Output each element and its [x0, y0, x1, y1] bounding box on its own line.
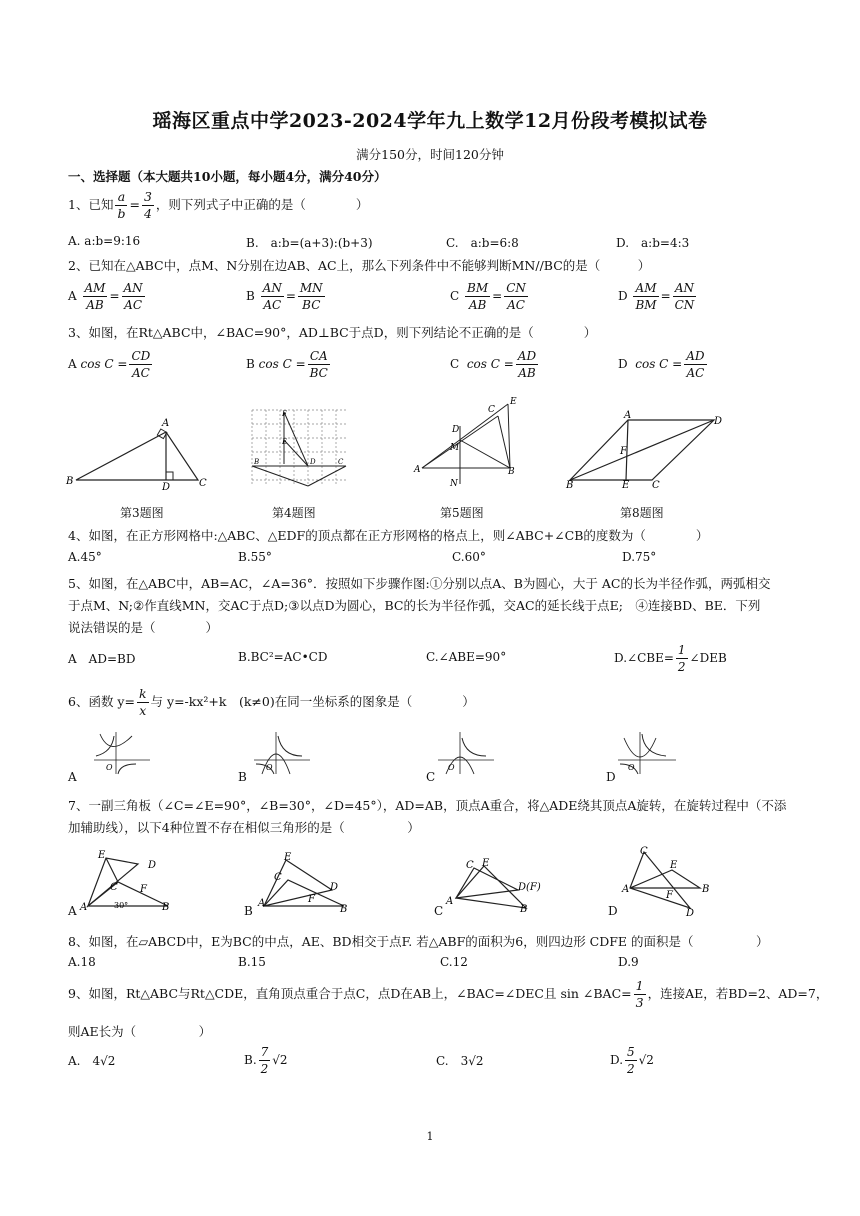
svg-text:D: D [714, 416, 723, 427]
svg-text:C: C [274, 872, 282, 883]
q6-option-c[interactable]: C [426, 770, 436, 784]
svg-text:E: E [482, 858, 490, 869]
q4-option-c[interactable]: C.60° [452, 550, 486, 564]
q3-option-b[interactable]: B cos C = $\frac{CA}{BC}$ [246, 349, 328, 380]
svg-text:A: A [446, 896, 454, 907]
q4-option-b[interactable]: B.55° [238, 550, 272, 564]
svg-text:C: C [640, 846, 648, 857]
svg-text:E: E [510, 397, 517, 407]
svg-text:O: O [448, 763, 455, 772]
q6-option-b[interactable]: B [238, 770, 247, 784]
q9-option-a[interactable]: A. 4√2 [68, 1054, 116, 1068]
svg-text:A: A [258, 898, 266, 909]
svg-text:D: D [330, 882, 339, 893]
q6-option-d[interactable]: D [606, 770, 616, 784]
question-6: 6、函数 y= $\frac{k}{x}$ 与 y=-kx²+k (k≠0)在同一坐标系的图象是（ ） [68, 686, 475, 718]
svg-text:E: E [284, 852, 292, 863]
q9-option-d[interactable]: D. $\frac{5}{2}$ √2 [610, 1045, 654, 1076]
q6-option-a[interactable]: A [68, 770, 77, 784]
svg-text:D: D [148, 860, 157, 871]
svg-text:B: B [66, 476, 74, 487]
q4-option-d[interactable]: D.75° [622, 550, 657, 564]
q2-option-a[interactable]: A $\frac{AM}{AB}$ = $\frac{AN}{AC}$ [68, 281, 143, 312]
svg-text:F: F [140, 884, 147, 895]
svg-text:B: B [520, 904, 528, 912]
question-1: 1、已知 $\frac{a}{b}$ = $\frac{3}{4}$ ，则下列式子中正确的是（ ） [68, 189, 369, 221]
svg-text:30°: 30° [114, 901, 129, 910]
caption-q8: 第8题图 [620, 506, 664, 520]
figure-q3 [64, 412, 214, 492]
svg-text:D: D [310, 458, 316, 466]
svg-text:B: B [566, 480, 574, 490]
q1-option-d[interactable]: D. a:b=4:3 [616, 236, 690, 250]
q7-option-c[interactable]: C [434, 904, 444, 918]
q7-option-b[interactable]: B [244, 904, 253, 918]
q1-fraction-right: $\frac{3}{4}$ [143, 189, 152, 221]
q7-figure-a [78, 850, 178, 912]
svg-text:O: O [106, 763, 113, 772]
question-5-line-2: 于点M、N;②作直线MN，交AC于点D;③以点D为圆心，BC的长为半径作弧，交AC的延长线于点E; ④连接BD、BE．下列 [68, 598, 761, 613]
q5-option-b[interactable]: B.BC²=AC•CD [238, 650, 328, 664]
question-9-line-1: 9、如图，Rt△ABC与Rt△CDE，直角顶点重合于点C，点D在AB上，∠BAC=∠DEC且 sin ∠BAC= $\frac{1}{3}$ ，连接AE，若BD=2、AD=7， [68, 978, 829, 1010]
q8-option-d[interactable]: D.9 [618, 955, 639, 969]
caption-q4: 第4题图 [272, 506, 316, 520]
svg-text:C: C [110, 882, 118, 893]
q6-graph-c [436, 730, 496, 776]
q3-option-d[interactable]: D cos C = $\frac{AD}{AC}$ [618, 349, 705, 380]
q2-option-d[interactable]: D $\frac{AM}{BM}$ = $\frac{AN}{CN}$ [618, 281, 695, 312]
question-3: 3、如图，在Rt△ABC中，∠BAC=90°，AD⊥BC于点D，则下列结论不正确的是（ ） [68, 325, 597, 340]
svg-text:A: A [622, 884, 630, 895]
svg-text:C: C [652, 480, 660, 490]
q9-option-c[interactable]: C. 3√2 [436, 1054, 484, 1068]
q7-option-a[interactable]: A [68, 904, 77, 918]
figure-q4 [246, 406, 352, 490]
question-2: 2、已知在△ABC中，点M、N分别在边AB、AC上，那么下列条件中不能够判断MN//BC的是（ ） [68, 258, 651, 273]
svg-text:A: A [80, 902, 88, 912]
svg-text:C: C [199, 478, 207, 489]
q8-option-a[interactable]: A.18 [68, 955, 96, 969]
svg-text:C: C [338, 458, 344, 466]
q3-option-a[interactable]: A cos C = $\frac{CD}{AC}$ [68, 349, 151, 380]
svg-text:C: C [488, 405, 495, 415]
svg-text:E: E [622, 480, 630, 490]
exam-subtitle: 满分150分，时间120分钟 [356, 147, 504, 162]
q1-fraction-left: $\frac{a}{b}$ [117, 189, 126, 221]
q9-option-b[interactable]: B. $\frac{7}{2}$ √2 [244, 1045, 288, 1076]
svg-text:B: B [508, 467, 515, 477]
svg-text:D: D [162, 482, 171, 492]
question-5-line-1: 5、如图，在△ABC中，AB=AC，∠A=36°．按照如下步骤作图:①分别以点A、B为圆心，大于 AC的长为半径作弧，两弧相交 [68, 576, 771, 591]
q2-option-c[interactable]: C $\frac{BM}{AB}$ = $\frac{CN}{AC}$ [450, 281, 526, 312]
svg-text:O: O [628, 763, 635, 772]
question-7-line-2: 加辅助线），以下4种位置不存在相似三角形的是（ ） [68, 820, 420, 835]
svg-text:E: E [282, 438, 288, 446]
q5-option-a[interactable]: A AD=BD [68, 652, 136, 666]
svg-text:M: M [450, 443, 460, 453]
svg-text:A: A [414, 465, 421, 475]
page-number: 1 [426, 1130, 434, 1143]
svg-text:F: F [282, 410, 287, 418]
caption-q3: 第3题图 [120, 506, 164, 520]
caption-q5: 第5题图 [440, 506, 484, 520]
question-4: 4、如图，在正方形网格中:△ABC、△EDF的顶点都在正方形网格的格点上，则∠ABC+∠CB的度数为（ ） [68, 528, 709, 543]
question-5-line-3: 说法错误的是（ ） [68, 620, 219, 635]
q1-prefix: 1、已知 [68, 197, 114, 212]
section-heading: 一、选择题（本大题共10小题，每小题4分，满分40分） [68, 169, 387, 184]
q6-graph-b [252, 730, 312, 776]
svg-text:D(F): D(F) [518, 882, 541, 893]
q7-figure-d [620, 844, 720, 916]
svg-text:N: N [450, 479, 458, 489]
svg-text:A: A [162, 418, 170, 429]
q7-option-d[interactable]: D [608, 904, 618, 918]
question-9-line-2: 则AE长为（ ） [68, 1024, 212, 1039]
svg-text:D: D [686, 908, 695, 916]
svg-text:B: B [162, 902, 170, 912]
q1-option-c[interactable]: C. a:b=6:8 [446, 236, 519, 250]
svg-text:C: C [466, 860, 474, 871]
svg-text:F: F [666, 890, 673, 901]
page-title: 瑶海区重点中学2023-2024学年九上数学12月份段考模拟试卷 [152, 110, 708, 132]
q5-option-d[interactable]: D.∠CBE= $\frac{1}{2}$ ∠DEB [614, 643, 727, 674]
q1-option-b[interactable]: B. a:b=(a+3):(b+3) [246, 236, 373, 250]
figure-q5 [412, 396, 522, 496]
svg-text:F: F [308, 894, 315, 905]
q8-option-c[interactable]: C.12 [440, 955, 468, 969]
svg-text:B: B [340, 904, 348, 912]
q5-option-c[interactable]: C.∠ABE=90° [426, 650, 507, 664]
q4-option-a[interactable]: A.45° [68, 550, 102, 564]
svg-text:B: B [254, 458, 260, 466]
svg-text:O: O [266, 763, 273, 772]
svg-text:F: F [620, 446, 627, 457]
svg-text:D: D [452, 425, 460, 435]
q7-figure-c [444, 850, 544, 912]
svg-text:B: B [702, 884, 710, 895]
q3-option-c[interactable]: C cos C = $\frac{AD}{AB}$ [450, 349, 537, 380]
question-8: 8、如图，在▱ABCD中，E为BC的中点，AE、BD相交于点F. 若△ABF的面积为6，则四边形 CDFE 的面积是（ ） [68, 934, 769, 949]
figure-q8 [564, 410, 730, 490]
svg-text:E: E [670, 860, 678, 871]
q6-graph-a [92, 730, 152, 776]
q2-option-b[interactable]: B $\frac{AN}{AC}$ = $\frac{MN}{BC}$ [246, 281, 323, 312]
q6-graph-d [616, 730, 678, 776]
question-7-line-1: 7、一副三角板（∠C=∠E=90°，∠B=30°，∠D=45°），AD=AB，顶点A重合，将△ADE绕其顶点A旋转，在旋转过程中（不添 [68, 798, 787, 813]
q8-option-b[interactable]: B.15 [238, 955, 266, 969]
q7-figure-b [256, 850, 356, 912]
q1-suffix: ，则下列式子中正确的是（ ） [155, 197, 369, 212]
q1-option-a[interactable]: A. a:b=9:16 [68, 234, 141, 248]
svg-text:E: E [98, 850, 106, 861]
svg-text:A: A [624, 410, 632, 421]
